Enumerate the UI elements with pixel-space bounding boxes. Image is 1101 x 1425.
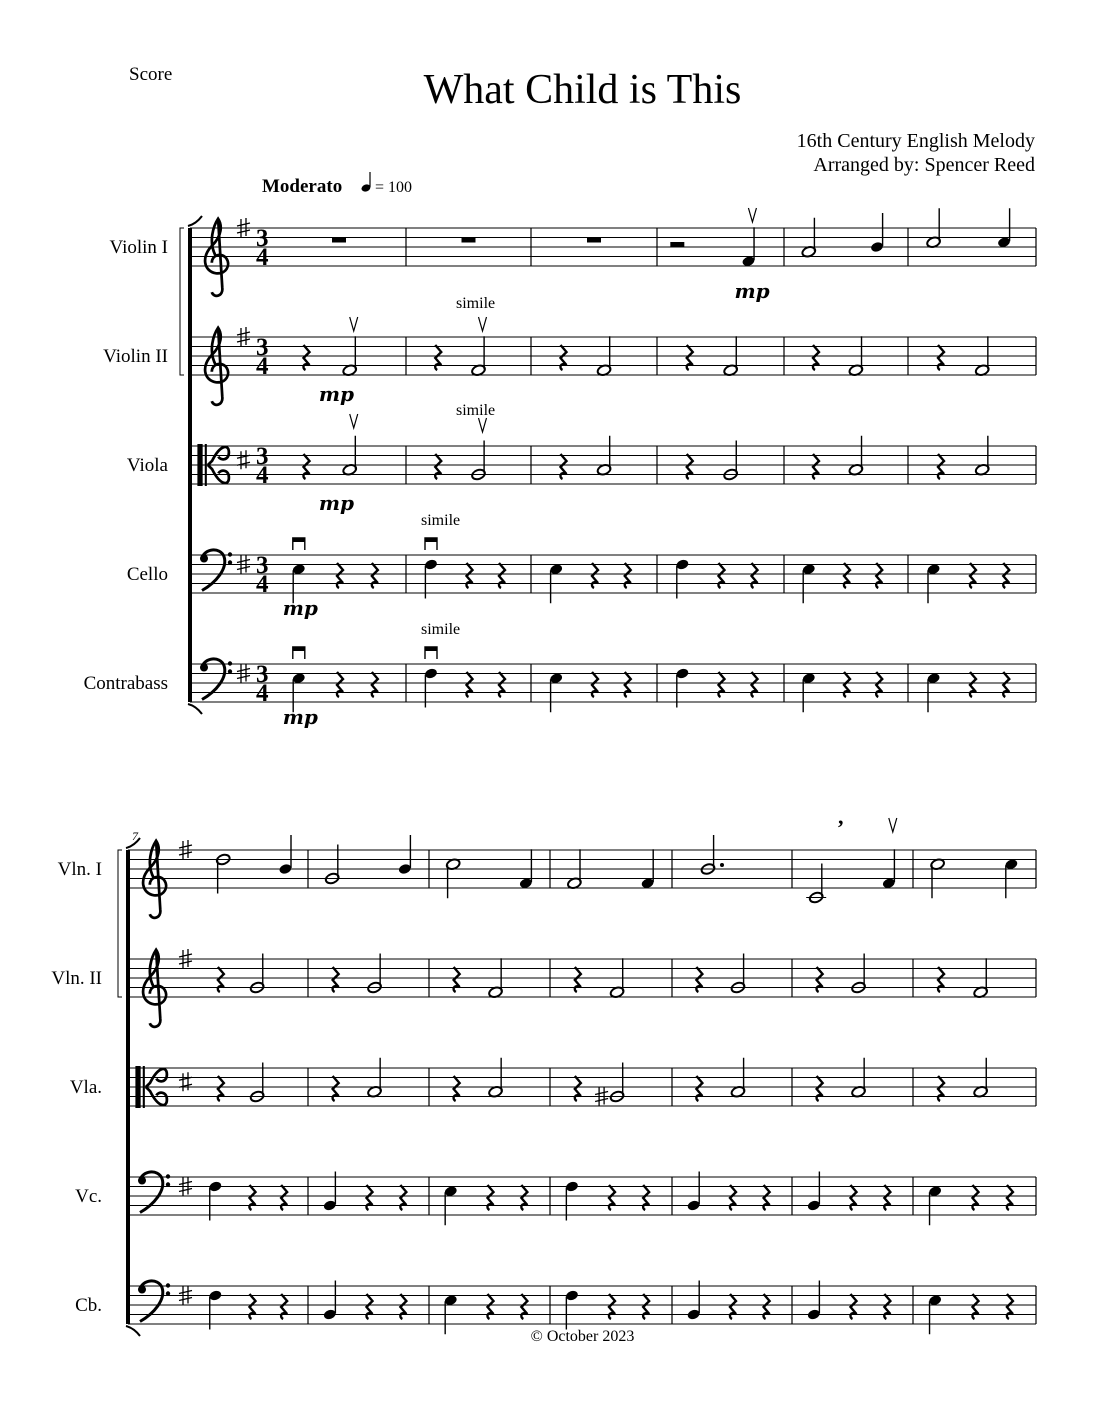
quarter-rest-icon [884,1185,890,1210]
bass-clef-icon [138,1281,170,1322]
whole-rest [587,238,601,243]
dynamic-mark: mp [282,705,318,729]
time-signature-bottom: 4 [256,462,269,489]
quarter-rest-icon [938,967,944,992]
bass-clef-icon [138,1172,170,1213]
staff-4 [75,1172,1036,1215]
quarter-rest-icon [970,563,976,588]
quarter-rest-icon [751,563,757,588]
quarter-rest-icon [1007,1294,1013,1319]
upbow-icon [479,418,487,432]
time-signature-top: 3 [256,661,269,688]
time-signature-bottom: 4 [256,571,269,598]
instrument-label: Vc. [75,1186,102,1207]
quarter-rest-icon [333,1076,339,1101]
arranger-credit: Arranged by: Spencer Reed [813,154,1035,176]
quarter-rest-icon [400,1294,406,1319]
quarter-rest-icon [850,1294,856,1319]
quarter-rest-icon [1007,1185,1013,1210]
downbow-icon [293,538,305,550]
upbow-icon [889,818,897,832]
time-signature-top: 3 [256,334,269,361]
simile-text: simile [421,621,461,638]
quarter-rest-icon [372,563,378,588]
quarter-rest-icon [499,672,505,697]
treble-clef-icon [205,219,228,296]
quarter-rest-icon [813,454,819,479]
simile-text: simile [456,402,496,419]
quarter-rest-icon [970,672,976,697]
upbow-icon [479,317,487,331]
violin2-sys2 [218,954,989,999]
simile-text: simile [456,295,496,312]
instrument-label: Viola [126,455,168,476]
quarter-rest-icon [560,454,566,479]
staff-3 [70,1066,1036,1108]
quarter-rest-icon [730,1185,736,1210]
quarter-rest-icon [333,967,339,992]
staff-5 [84,659,1036,707]
score-label: Score [129,64,173,85]
quarter-rest-icon [718,672,724,697]
tempo-marking: Moderato [262,176,343,197]
quarter-rest-icon [435,454,441,479]
instrument-label: Vln. II [51,968,102,989]
quarter-rest-icon [817,967,823,992]
instrument-label: Vla. [69,1077,102,1098]
quarter-rest-icon [643,1185,649,1210]
quarter-rest-icon [575,1076,581,1101]
quarter-rest-icon [249,1185,255,1210]
system-1 [84,216,1036,714]
staff-5 [75,1281,1036,1324]
quarter-rest-icon [696,1076,702,1101]
quarter-rest-icon [938,454,944,479]
dynamic-mark: mp [734,279,770,303]
quarter-rest-icon [813,345,819,370]
quarter-rest-icon [592,563,598,588]
quarter-rest-icon [609,1294,615,1319]
quarter-rest-icon [876,563,882,588]
quarter-rest-icon [687,345,693,370]
quarter-rest-icon [337,563,343,588]
staff-2 [51,949,1036,1027]
quarter-rest-icon [817,1076,823,1101]
instrument-label: Violin II [103,346,168,367]
quarter-rest-icon [560,345,566,370]
quarter-rest-icon [972,1185,978,1210]
bass-clef-icon [200,659,232,700]
instrument-label: Contrabass [83,673,168,694]
quarter-rest-icon [454,1076,460,1101]
quarter-rest-icon [592,672,598,697]
quarter-rest-icon [521,1294,527,1319]
violin1-sys2 [216,804,1019,904]
quarter-rest-icon [764,1185,770,1210]
dynamic-mark: mp [282,596,318,620]
quarter-rest-icon [643,1294,649,1319]
half-rest [670,242,684,247]
composer-credit: 16th Century English Melody [796,130,1035,152]
quarter-rest-icon [844,563,850,588]
quarter-rest-icon [972,1294,978,1319]
upbow-icon [748,208,756,222]
quarter-rest-icon [303,345,309,370]
quarter-rest-icon [281,1185,287,1210]
quarter-rest-icon [850,1185,856,1210]
quarter-rest-icon [844,672,850,697]
quarter-rest-icon [884,1294,890,1319]
quarter-rest-icon [575,967,581,992]
quarter-rest-icon [751,672,757,697]
quarter-rest-icon [609,1185,615,1210]
violin-group-bracket [180,228,184,375]
quarter-note-icon [361,172,372,193]
staff-1 [110,218,1037,296]
quarter-rest-icon [1003,672,1009,697]
quarter-rest-icon [487,1294,493,1319]
staff-2 [103,327,1036,405]
cello-sys1 [283,512,1010,620]
quarter-rest-icon [466,672,472,697]
quarter-rest-icon [499,563,505,588]
time-signature-top: 3 [256,552,269,579]
quarter-rest-icon [466,563,472,588]
quarter-rest-icon [435,345,441,370]
page-title: What Child is This [423,67,742,113]
dotted-half-dot [720,863,724,867]
whole-rest [332,238,346,243]
viola-sys2 [218,1058,989,1106]
dynamic-mark: mp [318,491,355,515]
bracket-hook-top [188,216,202,226]
instrument-label: Violin I [109,237,168,258]
quarter-rest-icon [1003,563,1009,588]
system-2 [51,829,1036,1336]
instrument-label: Cb. [75,1295,102,1316]
quarter-rest-icon [218,967,224,992]
measure-number: 7 [132,829,138,843]
staff-4 [127,550,1036,598]
quarter-rest-icon [938,1076,944,1101]
quarter-rest-icon [625,563,631,588]
quarter-rest-icon [400,1185,406,1210]
time-signature-top: 3 [256,443,269,470]
time-signature-top: 3 [256,225,269,252]
quarter-rest-icon [876,672,882,697]
quarter-rest-icon [730,1294,736,1319]
contrabass-sys2 [208,1281,1013,1335]
downbow-icon [425,647,437,659]
contrabass-sys1 [283,621,1010,729]
copyright-footer: © October 2023 [530,1328,635,1345]
quarter-rest-icon [372,672,378,697]
tempo-bpm: = 100 [375,179,413,196]
staff-3 [127,443,1036,489]
quarter-rest-icon [625,672,631,697]
quarter-rest-icon [218,1076,224,1101]
quarter-rest-icon [454,967,460,992]
quarter-rest-icon [366,1294,372,1319]
bass-clef-icon [200,550,232,591]
quarter-rest-icon [718,563,724,588]
quarter-rest-icon [281,1294,287,1319]
key-signature-sharp-icon [179,1072,192,1091]
quarter-rest-icon [487,1185,493,1210]
key-signature-sharp-icon [237,450,250,469]
quarter-rest-icon [764,1294,770,1319]
treble-clef-icon [205,328,228,405]
treble-clef-icon [143,841,166,918]
quarter-rest-icon [249,1294,255,1319]
treble-clef-icon [143,950,166,1027]
quarter-rest-icon [687,454,693,479]
quarter-rest-icon [366,1185,372,1210]
bracket-hook-bottom [188,704,202,714]
downbow-icon [425,538,437,550]
violin-group-bracket [118,850,122,997]
downbow-icon [293,647,305,659]
breath-mark: , [837,804,844,829]
time-signature-bottom: 4 [256,680,269,707]
upbow-icon [350,414,358,428]
time-signature-bottom: 4 [256,244,269,271]
quarter-rest-icon [938,345,944,370]
time-signature-bottom: 4 [256,353,269,380]
whole-rest [462,238,476,243]
violin1-sys1 [332,208,1011,303]
quarter-rest-icon [521,1185,527,1210]
simile-text: simile [421,512,461,529]
cello-sys2 [208,1172,1013,1226]
instrument-label: Vln. I [57,859,102,880]
quarter-rest-icon [303,454,309,479]
upbow-icon [350,317,358,331]
dynamic-mark: mp [318,382,355,406]
quarter-rest-icon [337,672,343,697]
instrument-label: Cello [126,564,168,585]
quarter-rest-icon [696,967,702,992]
